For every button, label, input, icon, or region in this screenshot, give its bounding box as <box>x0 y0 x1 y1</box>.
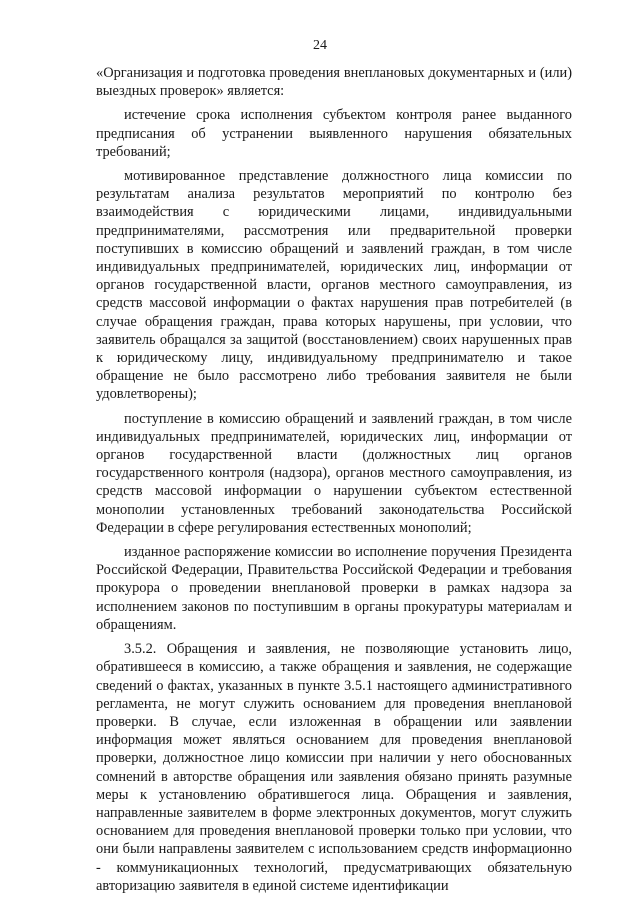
paragraph-intro: «Организация и подготовка проведения внеплановых документарных и (или) выездных проверок» является: <box>96 65 572 100</box>
page-number: 24 <box>313 38 327 53</box>
paragraph-3-5-2: 3.5.2. Обращения и заявления, не позволяющие установить лицо, обратившееся в комиссию, а также обращения и заявления, не содержащие сведений о фактах, указанных в пункте 3.5.1 настоящего административного регламента, не могут служить основанием для проведения внеплановой проверки. В случае, если изложенная в обращении или заявлении информация может являться основанием для проведения внеплановой проверки, должностное лицо комиссии при наличии у него обоснованных сомнений в авторстве обращения или заявления обязано принять разумные меры к установлению обратившегося лица. Обращения и заявления, направленные заявителем в форме электронных документов, могут служить основанием для проведения внеплановой проверки только при условии, что они были направлены заявителем с использованием средств информационно - коммуникационных технологий, предусматривающих обязательную авторизацию заявителя в единой системе идентификации <box>96 641 572 894</box>
paragraph-motivated-submission: мотивированное представление должностного лица комиссии по результатам анализа результатов мероприятий по контролю без взаимодействия с юридическими лицами, индивидуальными предпринимателями, рассмотрения или предварительной проверки поступивших в комиссию обращений и заявлений граждан, в том числе индивидуальных предпринимателей, юридических лиц, информации от органов государственной власти, органов местного самоуправления, из средств массовой информации о фактах нарушения прав потребителей (в случае обращения граждан, права которых нарушены, при условии, что заявитель обращался за защитой (восстановлением) своих нарушенных прав к юридическому лицу, индивидуальному предпринимателю и такое обращение не было рассмотрено либо требования заявителя не были удовлетворены); <box>96 168 572 403</box>
body-text <box>96 64 572 901</box>
paragraph-expiry: истечение срока исполнения субъектом контроля ранее выданного предписания об устранении выявленного нарушения обязательных требований; <box>96 107 572 160</box>
paragraph-receipt-of-appeals: поступление в комиссию обращений и заявлений граждан, в том числе индивидуальных предпринимателей, юридических лиц, информации от органов государственной власти (должностных лиц органов государственного контроля (надзора), органов местного самоуправления, из средств массовой информации о нарушении субъектом естественной монополии установленных требований законодательства Российской Федерации в сфере регулирования естественных монополий; <box>96 410 572 536</box>
paragraph-issued-order: изданное распоряжение комиссии во исполнение поручения Президента Российской Федерации, Правительства Российской Федерации и требования прокурора о проведении внеплановой проверки в рамках надзора за исполнением законов по поступившим в органы прокуратуры материалам и обращениям. <box>96 544 572 633</box>
